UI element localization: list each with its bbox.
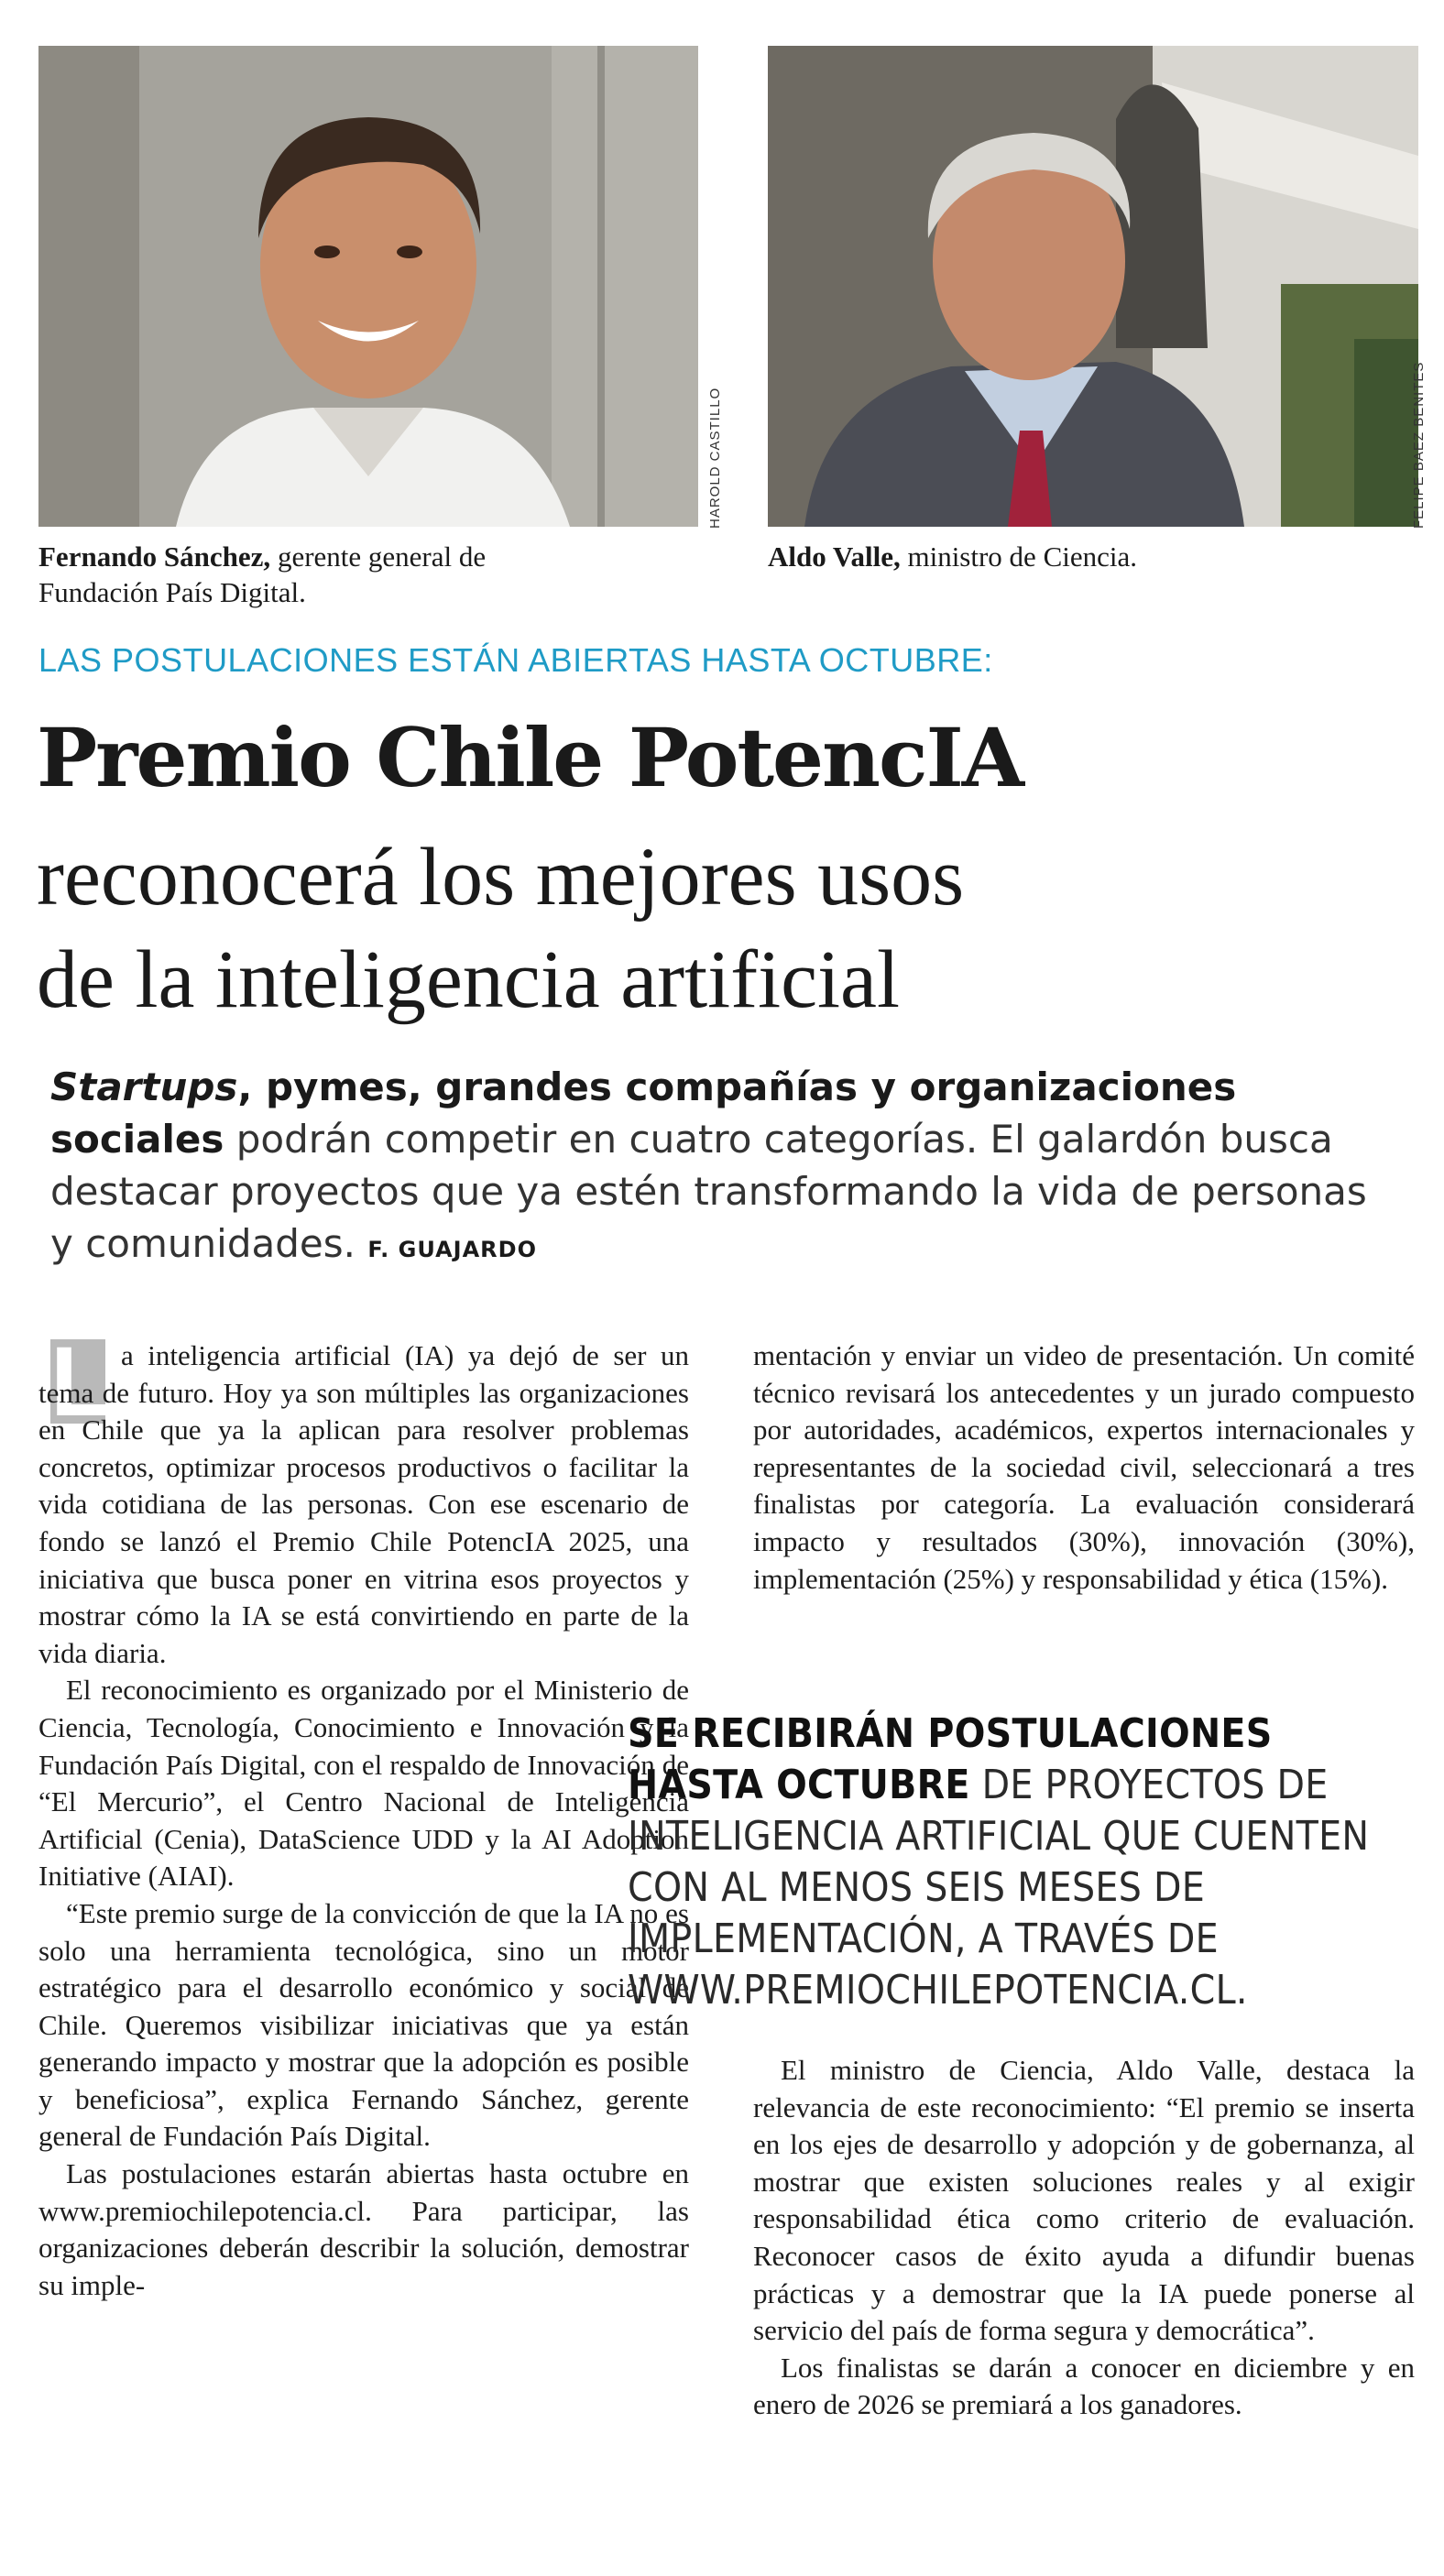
caption-right-text: ministro de Ciencia. bbox=[900, 540, 1137, 573]
pull-quote-bold: SE RECIBIRÁN POSTULACIONES HASTA OCTUBRE bbox=[628, 1710, 1273, 1808]
column-2-top bbox=[753, 1337, 1415, 1598]
kicker: LAS POSTULACIONES ESTÁN ABIERTAS HASTA OCTUBRE: bbox=[38, 641, 993, 679]
caption-left-text-2: Fundación País Digital. bbox=[38, 576, 306, 608]
headline-line-3: de la inteligencia artificial bbox=[37, 934, 901, 1025]
caption-left-name: Fernando Sánchez, bbox=[38, 540, 271, 573]
col2-paragraph-2: El ministro de Ciencia, Aldo Valle, destaca la relevancia de este reconocimiento: “El premio se inserta en los ejes de desarrollo y adopción y de gobernanza, al mostrar que existen soluciones reales y al exigir responsabilidad ética como criterio de evaluación. Reconocer casos de éxito ayuda a difundir buenas prácticas y a demostrar que la IA puede ponerse al servicio del país de forma segura y democrática”. bbox=[753, 2054, 1415, 2347]
col1-paragraph-1: a inteligencia artificial (IA) ya dejó de ser un tema de futuro. Hoy ya son múltiples las organizaciones en Chile que ya la aplican para resolver problemas concretos, optimizar procesos productivos o facilitar la vida cotidiana de las personas. Con ese escenario de fondo se lanzó el Premio Chile PotencIA 2025, una iniciativa que busca poner en vitrina esos proyectos y mostrar cómo la IA se está convirtiendo en parte de la vida diaria. bbox=[38, 1339, 689, 1669]
drop-cap: L bbox=[50, 1326, 111, 1436]
headline-line-2: reconocerá los mejores usos bbox=[37, 832, 965, 922]
column-2-bottom bbox=[753, 2052, 1415, 2424]
caption-left bbox=[38, 539, 707, 610]
col2-paragraph-3: Los finalistas se darán a conocer en diciembre y en enero de 2026 se premiará a los ganadores. bbox=[753, 2351, 1415, 2421]
photo-fernando-sanchez bbox=[38, 46, 698, 527]
photo-credit-left: HAROLD CASTILLO bbox=[707, 387, 723, 529]
photo-credit-right: FELIPE BAEZ BENITES bbox=[1411, 361, 1427, 529]
pull-quote bbox=[628, 1708, 1416, 2016]
col2-paragraph-1: mentación y enviar un video de presentación. Un comité técnico revisará los antecedentes y un jurado compuesto por autoridades, académicos, expertos internacionales y representantes de la sociedad civil, seleccionará a tres finalistas por categoría. La evaluación considerará impacto y resultados (30%), innovación (30%), implementación (25%) y responsabilidad y ética (15%). bbox=[753, 1339, 1415, 1595]
pull-quote-text: DE PROYECTOS DE INTELIGENCIA ARTIFICIAL QUE CUENTEN CON AL MENOS SEIS MESES DE IMPLEMENTACIÓN, A TRAVÉS DE WWW.PREMIOCHILEPOTENCIA.CL. bbox=[628, 1762, 1370, 2014]
lede-text: podrán competir en cuatro categorías. El galardón busca destacar proyectos que ya estén transformando la vida de personas y comunidades. bbox=[50, 1117, 1367, 1266]
caption-right-name: Aldo Valle, bbox=[768, 540, 901, 573]
lede-strong-italic: Startups bbox=[50, 1064, 238, 1109]
lede-strong: , pymes, grandes compañías y organizaciones sociales bbox=[50, 1064, 1237, 1162]
headline-main: Premio Chile PotencIA bbox=[37, 710, 1023, 805]
caption-left-text-1: gerente general de bbox=[270, 540, 487, 573]
col1-paragraph-2: El reconocimiento es organizado por el Ministerio de Ciencia, Tecnología, Conocimiento e Innovación y la Fundación País Digital, con el respaldo de Innovación de “El Mercurio”, el Centro Nacional de Inteligencia Artificial (Cenia), DataScience UDD y la AI Adoption Initiative (AIAI). bbox=[38, 1674, 689, 1893]
photo-aldo-valle bbox=[768, 46, 1418, 527]
col1-paragraph-3: “Este premio surge de la convicción de que la IA no es solo una herramienta tecnológica, sino un motor estratégico para el desarrollo económico y social de Chile. Queremos visibilizar iniciativas que ya están generando impacto y mostrar que la adopción es posible y beneficiosa”, explica Fernando Sánchez, gerente general de Fundación País Digital. bbox=[38, 1896, 689, 2153]
column-1 bbox=[38, 1326, 689, 2304]
col1-paragraph-4: Las postulaciones estarán abiertas hasta octubre en www.premiochilepotencia.cl. Para participar, las organizaciones deberán describir la solución, demostrar su imple- bbox=[38, 2157, 689, 2301]
caption-right bbox=[768, 539, 1409, 574]
lede bbox=[50, 1061, 1379, 1276]
byline: F. GUAJARDO bbox=[367, 1237, 537, 1262]
